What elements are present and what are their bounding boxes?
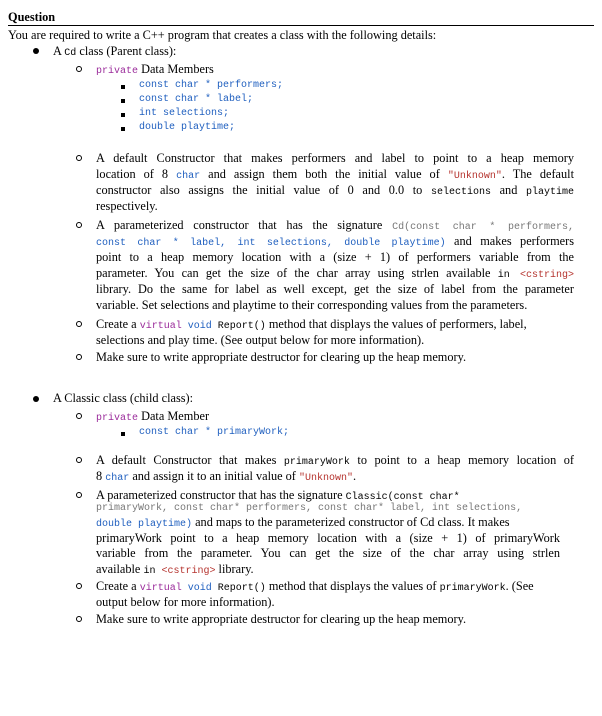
member-decl: selections; [157,108,230,119]
bullet-square [121,432,125,436]
bullet-circle [76,616,82,622]
code-virtual: virtual [139,583,182,594]
code-string: "Unknown" [447,171,502,182]
text-run: A parameterized constructor that has the signature [96,218,393,232]
text-run: and maps to the parameterized constructor of Cd class. It makes [192,515,510,529]
text-run: to point to a heap memory location of [349,453,574,467]
text-run: 8 [96,469,106,483]
member-type: double [139,122,176,133]
cd-member [139,80,283,91]
cd-private-members-label [96,62,214,79]
text-run: method that displays the values of performers, label, [265,317,527,331]
classic-report-line2: output below for more information). [96,595,275,609]
cd-class-title [53,44,176,61]
text-run: and [490,183,526,197]
private-keyword: private [96,413,139,424]
question-heading: Question [8,10,56,24]
classic-private-member-label [96,409,209,426]
bullet-dot [33,396,39,402]
classic-param-ctor-line2: primaryWork, const char* performers, const char* label, int selections, [96,503,523,514]
cd-title-prefix: A [53,44,65,58]
code-char: char [105,473,130,484]
bullet-square [121,127,125,131]
bullet-square [121,113,125,117]
text-run: and makes performers [445,234,574,248]
cd-default-ctor-line1: A default Constructor that makes performers and label to point to a heap memory [96,151,574,165]
member-decl: * performers; [199,80,284,91]
code-playtime: playtime [525,187,574,198]
cd-report-line2: selections and play time. (See output below for more information). [96,333,425,347]
text-run: and assign it to an initial value of [129,469,299,483]
bullet-circle [76,155,82,161]
member-label: Data Member [138,409,210,423]
code-primarywork: primaryWork [439,583,506,594]
text-run: . (See [505,579,534,593]
bullet-circle [76,457,82,463]
classic-destructor-note: Make sure to write appropriate destructor for clearing up the heap memory. [96,612,467,626]
member-type: const char [139,94,200,105]
text-run: method that displays the values of [265,579,440,593]
text-run: location of 8 [96,167,177,181]
cd-param-ctor-line5: library. Do the same for label as well except, get the size of label from the parameter [96,282,574,296]
classic-default-ctor-line1 [96,453,574,470]
code-primarywork: primaryWork [283,457,350,468]
cd-default-ctor-line2 [96,167,574,184]
code-string: "Unknown" [298,473,353,484]
member-decl: * primaryWork; [199,427,290,438]
heading-rule [8,25,594,26]
member-type: const char [139,80,200,91]
member-type: const char [139,427,200,438]
code-report: Report() [217,583,266,594]
member-type: int [139,108,158,119]
text-run: and assign them both the initial value of [200,167,448,181]
code-void: void [181,321,218,332]
cd-destructor-note: Make sure to write appropriate destructor for clearing up the heap memory. [96,350,467,364]
text-run: Create a [96,579,140,593]
code-char: char [176,171,201,182]
cd-param-ctor-line4 [96,266,574,283]
code-signature: Cd(const char * performers, [392,222,574,233]
classic-param-ctor-line3 [96,515,510,532]
bullet-dot [33,48,39,54]
classic-default-ctor-line2 [96,469,356,486]
bullet-square [121,85,125,89]
cd-default-ctor-line4: respectively. [96,199,158,213]
text-run: library. [215,562,254,576]
text-run: Create a [96,317,140,331]
cd-title-suffix: class (Parent class): [76,44,177,58]
cd-title-code: Cd [64,48,77,59]
text-run: . [353,469,357,483]
code-virtual: virtual [139,321,182,332]
code-in: in [497,270,520,281]
cd-param-ctor-line2 [96,234,574,251]
classic-param-ctor-line6 [96,562,254,579]
member-decl: playtime; [175,122,236,133]
code-void: void [181,583,218,594]
bullet-square [121,99,125,103]
text-run: A parameterized constructor that has the signature [96,488,346,502]
code-selections: selections [430,187,491,198]
bullet-circle [76,66,82,72]
code-signature: Classic(const char* [345,492,460,503]
classic-report-line1 [96,579,534,596]
text-run: A default Constructor that makes [96,453,284,467]
code-report: Report() [217,321,266,332]
bullet-circle [76,354,82,360]
classic-param-ctor-line4: primaryWork point to a heap memory location with a (size + 1) of primaryWork [96,531,560,545]
cd-member [139,94,253,105]
cd-report-line1 [96,317,527,334]
member-decl: * label; [199,94,254,105]
bullet-circle [76,413,82,419]
private-keyword: private [96,66,139,77]
classic-class-title: A Classic class (child class): [53,391,194,405]
cd-param-ctor-line3: point to a heap memory location with a (size + 1) of performers variable from the [96,250,574,264]
bullet-circle [76,492,82,498]
bullet-circle [76,321,82,327]
cd-default-ctor-line3 [96,183,574,200]
cd-member [139,108,229,119]
bullet-circle [76,222,82,228]
bullet-circle [76,583,82,589]
classic-param-ctor-line5: variable from the parameter. You can get the size of the char array using strlen [96,546,560,560]
text-run: parameter. You can get the size of the char array using strlen available [96,266,498,280]
intro-text: You are required to write a C++ program that creates a class with the following details: [8,28,437,42]
cd-member [139,122,235,133]
text-run: . The default [501,167,574,181]
text-run: available [96,562,144,576]
code-cstring: <cstring> [161,566,216,577]
code-in: in [143,566,162,577]
text-run: constructor also assigns the initial value of 0 and 0.0 to [96,183,431,197]
code-cstring: <cstring> [519,270,574,281]
code-signature: const char * label, int selections, double playtime) [96,238,446,249]
members-label: Data Members [138,62,214,76]
cd-param-ctor-line1 [96,218,574,235]
cd-param-ctor-line6: variable. Set selections and playtime to their corresponding values from the parameters. [96,298,528,312]
classic-member [139,427,289,438]
code-signature: double playtime) [96,519,193,530]
